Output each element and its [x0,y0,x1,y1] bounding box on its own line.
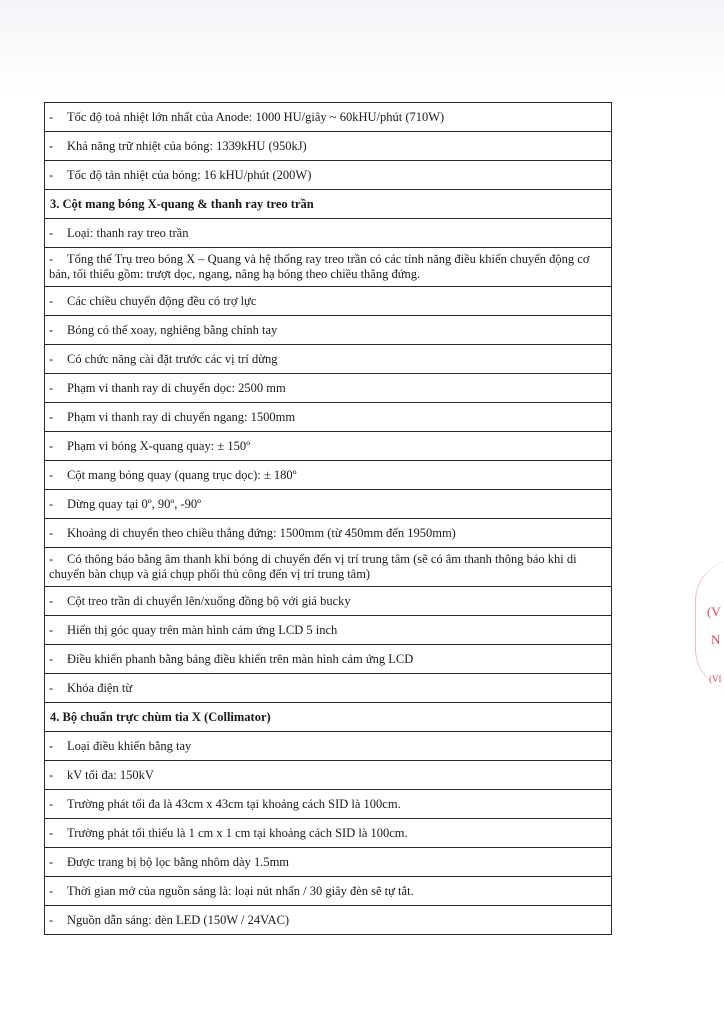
bullet-dash: - [49,225,54,240]
spec-item-row [45,287,612,316]
red-stamp-edge [695,560,724,690]
spec-item-text: Tốc độ tản nhiệt của bóng: 16 kHU/phút (200W) [67,167,312,182]
spec-item-row [45,616,612,645]
bullet-dash: - [49,651,54,666]
spec-item-text: Có thông báo bằng âm thanh khi bóng di chuyển đến vị trí trung tâm (sẽ có âm thanh thông báo khi di chuyển bàn chụp và giá chụp phổi thủ công đến vị trí trung tâm) [49,552,577,581]
table-cell [45,519,612,548]
spec-item-row [45,345,612,374]
bullet-dash: - [49,883,54,898]
bullet-dash: - [49,438,54,453]
table-cell [45,190,612,219]
spec-item-text: Bóng có thể xoay, nghiêng bằng chính tay [67,322,278,337]
bullet-dash: - [49,109,54,124]
bullet-dash: - [49,552,54,566]
bullet-dash: - [49,767,54,782]
spec-item-text: Có chức năng cài đặt trước các vị trí dừng [67,351,278,366]
spec-item-row [45,403,612,432]
spec-item-row [45,103,612,132]
spec-item-row [45,132,612,161]
table-cell [45,877,612,906]
spec-item-row [45,219,612,248]
bullet-dash: - [49,738,54,753]
table-cell [45,287,612,316]
spec-item-row [45,248,612,287]
spec-item-text: Loại: thanh ray treo trần [67,225,189,240]
spec-item-text: Phạm vi thanh ray di chuyển dọc: 2500 mm [67,380,286,395]
table-cell [45,645,612,674]
spec-item-text: Phạm vi thanh ray di chuyển ngang: 1500mm [67,409,296,424]
table-cell [45,248,612,287]
spec-item-text: kV tối đa: 150kV [67,767,154,782]
bullet-dash: - [49,912,54,927]
spec-item-row [45,461,612,490]
bullet-dash: - [49,796,54,811]
table-cell [45,761,612,790]
table-cell [45,674,612,703]
stamp-text-2: N [711,632,721,647]
table-cell [45,848,612,877]
table-cell [45,219,612,248]
section-title: 3. Cột mang bóng X-quang & thanh ray treo trần [50,196,314,211]
bullet-dash: - [49,167,54,182]
section-header-row [45,703,612,732]
spec-item-row [45,877,612,906]
spec-item-text: Tốc độ toả nhiệt lớn nhất của Anode: 1000 HU/giây ~ 60kHU/phút (710W) [67,109,445,124]
bullet-dash: - [49,854,54,869]
stamp-text-3: (VI [709,674,722,684]
spec-item-text: Cột treo trần di chuyển lên/xuống đồng bộ với giá bucky [67,593,351,608]
spec-item-row [45,732,612,761]
spec-item-row [45,161,612,190]
bullet-dash: - [49,252,54,266]
spec-item-text: Khóa điện từ [67,680,133,695]
spec-item-text: Loại điều khiển bằng tay [67,738,192,753]
bullet-dash: - [49,467,54,482]
spec-item-row [45,316,612,345]
bullet-dash: - [49,680,54,695]
bullet-dash: - [49,496,54,511]
spec-item-text: Tổng thể Trụ treo bóng X – Quang và hệ thống ray treo trần có các tính năng điều khiển chuyển động cơ bản, tối thiểu gồm: trượt dọc, ngang, nâng hạ bóng theo chiều thẳng đứng. [49,252,590,281]
bullet-dash: - [49,351,54,366]
scan-shading [0,0,724,95]
spec-item-row [45,674,612,703]
spec-item-text: Trường phát tối thiểu là 1 cm x 1 cm tại khoảng cách SID là 100cm. [67,825,408,840]
specification-table-body [45,103,612,935]
spec-item-text: Thời gian mở của nguồn sáng là: loại nút nhấn / 30 giây đèn sẽ tự tắt. [67,883,414,898]
spec-item-row [45,761,612,790]
table-cell [45,703,612,732]
bullet-dash: - [49,593,54,608]
bullet-dash: - [49,825,54,840]
spec-item-row [45,374,612,403]
table-cell [45,103,612,132]
bullet-dash: - [49,622,54,637]
section-title: 4. Bộ chuẩn trực chùm tia X (Collimator) [50,709,271,724]
spec-item-row [45,490,612,519]
stamp-text-1: (V [707,604,721,619]
spec-item-row [45,906,612,935]
spec-item-row [45,519,612,548]
spec-item-row [45,848,612,877]
spec-item-text: Trường phát tối đa là 43cm x 43cm tại khoảng cách SID là 100cm. [67,796,401,811]
spec-item-text: Các chiều chuyển động đều có trợ lực [67,293,257,308]
spec-item-row [45,432,612,461]
specification-table [44,102,612,935]
table-cell [45,374,612,403]
bullet-dash: - [49,322,54,337]
table-cell [45,161,612,190]
bullet-dash: - [49,138,54,153]
bullet-dash: - [49,525,54,540]
table-cell [45,790,612,819]
spec-item-row [45,645,612,674]
spec-item-row [45,790,612,819]
table-cell [45,432,612,461]
spec-item-text: Dừng quay tại 0º, 90º, -90º [67,496,202,511]
table-cell [45,616,612,645]
spec-item-text: Khả năng trữ nhiệt của bóng: 1339kHU (950kJ) [67,138,307,153]
spec-item-text: Được trang bị bộ lọc bằng nhôm dày 1.5mm [67,854,290,869]
spec-item-row [45,587,612,616]
table-cell [45,906,612,935]
table-cell [45,819,612,848]
table-cell [45,587,612,616]
spec-item-text: Cột mang bóng quay (quang trục dọc): ± 180º [67,467,297,482]
section-header-row [45,190,612,219]
table-cell [45,316,612,345]
spec-item-row [45,819,612,848]
bullet-dash: - [49,380,54,395]
spec-item-text: Phạm vi bóng X-quang quay: ± 150º [67,438,250,453]
table-cell [45,732,612,761]
table-cell [45,132,612,161]
spec-item-text: Điều khiển phanh bằng bảng điều khiển trên màn hình cảm ứng LCD [67,651,414,666]
spec-item-text: Hiển thị góc quay trên màn hình cảm ứng LCD 5 inch [67,622,338,637]
table-cell [45,345,612,374]
table-cell [45,490,612,519]
spec-item-row [45,548,612,587]
spec-item-text: Khoảng di chuyển theo chiều thẳng đứng: 1500mm (từ 450mm đến 1950mm) [67,525,456,540]
table-cell [45,548,612,587]
bullet-dash: - [49,409,54,424]
spec-item-text: Nguồn dẫn sáng: đèn LED (150W / 24VAC) [67,912,290,927]
bullet-dash: - [49,293,54,308]
table-cell [45,461,612,490]
table-cell [45,403,612,432]
